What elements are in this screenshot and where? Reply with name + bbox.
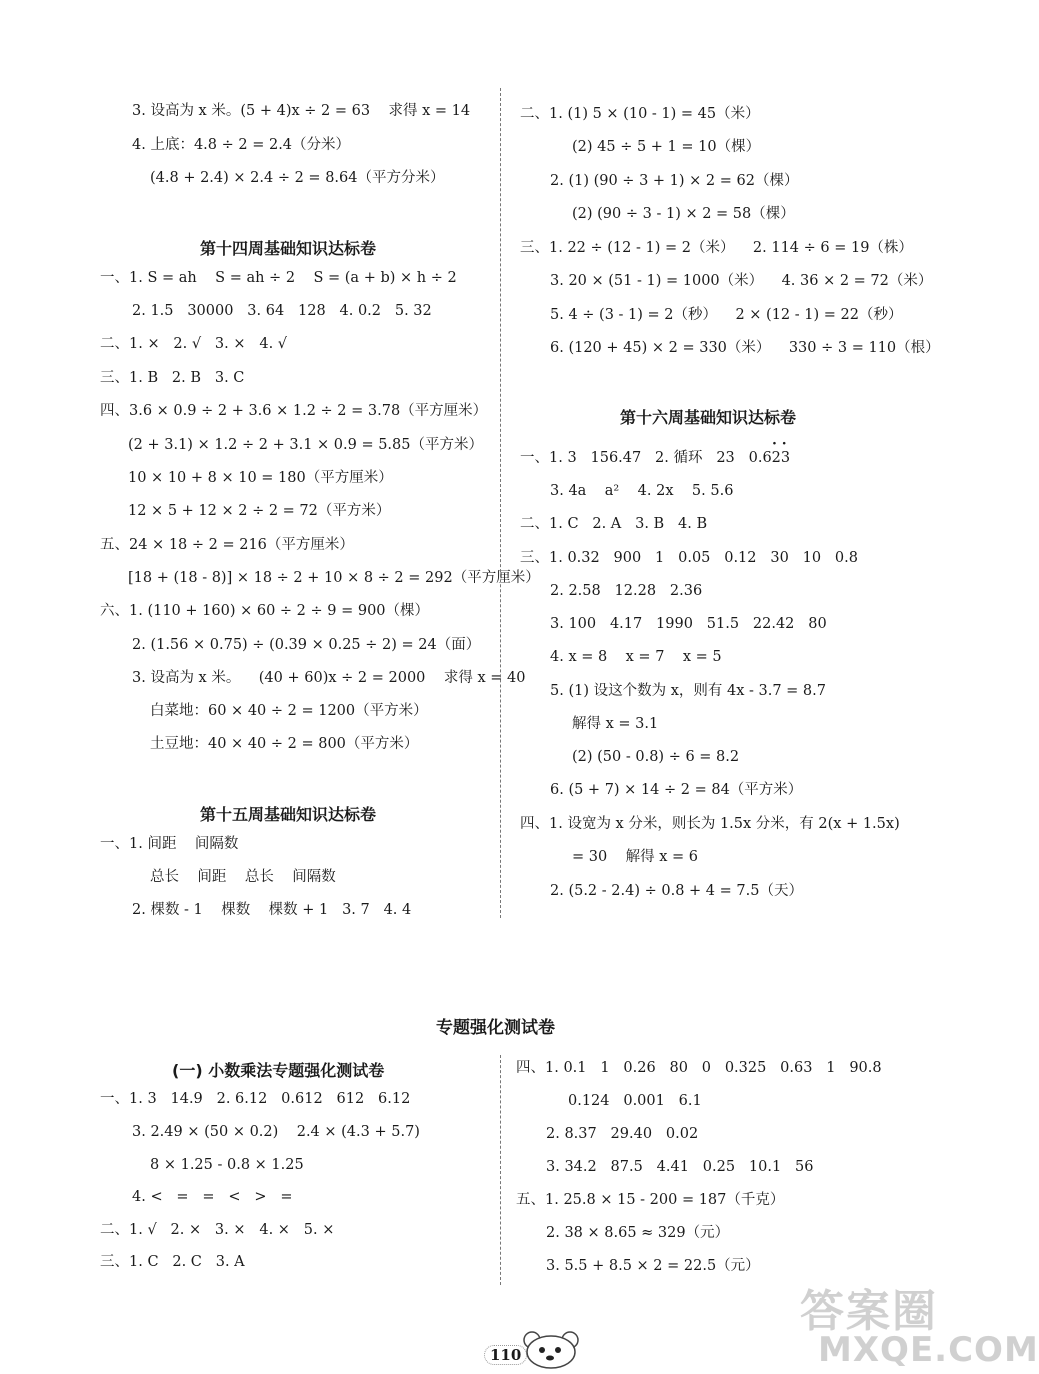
answer-line: 土豆地：40 × 40 ÷ 2 = 800（平方米） [150, 736, 419, 752]
answer-line: 二、1. × 2. √ 3. × 4. √ [100, 336, 288, 352]
bear-mascot-icon [518, 1330, 584, 1370]
answer-line: 10 × 10 + 8 × 10 = 180（平方厘米） [128, 470, 393, 486]
answer-line: 5. 4 ÷ (3 - 1) = 2（秒） 2 × (12 - 1) = 22（秒） [550, 307, 903, 323]
section-title-special1: (一) 小数乘法专题强化测试卷 [172, 1061, 385, 1080]
answer-line: 三、1. 0.32 900 1 0.05 0.12 30 10 0.8 [520, 550, 858, 566]
watermark-logo: 答案圈 [800, 1286, 938, 1337]
section-title-week14: 第十四周基础知识达标卷 [200, 239, 377, 258]
answer-line: 5. (1) 设这个数为 x，则有 4x - 3.7 = 8.7 [550, 683, 826, 699]
answer-line: 四、1. 0.1 1 0.26 80 0 0.325 0.63 1 90.8 [516, 1060, 882, 1076]
answer-line: 四、1. 设宽为 x 分米，则长为 1.5x 分米，有 2(x + 1.5x) [520, 816, 900, 832]
answer-line: 3. 5.5 + 8.5 × 2 = 22.5（元） [546, 1258, 760, 1274]
answer-line: 五、24 × 18 ÷ 2 = 216（平方厘米） [100, 537, 354, 553]
answer-line: 3. 20 × (51 - 1) = 1000（米） 4. 36 × 2 = 72（米） [550, 273, 933, 289]
answer-line: 三、1. B 2. B 3. C [100, 370, 245, 386]
answer-line: (2) 45 ÷ 5 + 1 = 10（棵） [572, 139, 761, 155]
answer-line: = 30 解得 x = 6 [572, 849, 699, 865]
answer-line: 五、1. 25.8 × 15 - 200 = 187（千克） [516, 1192, 785, 1208]
answer-line: 2. 1.5 30000 3. 64 128 4. 0.2 5. 32 [132, 303, 432, 319]
main-section-title: 专题强化测试卷 [436, 1018, 555, 1038]
answer-line: 4. < = = < > = [132, 1189, 293, 1205]
answer-line: 6. (5 + 7) × 14 ÷ 2 = 84（平方米） [550, 782, 803, 798]
answer-line: 3. 4a a² 4. 2x 5. 5.6 [550, 483, 734, 499]
answer-line: 一、1. 3 14.9 2. 6.12 0.612 612 6.12 [100, 1091, 411, 1107]
answer-line: 解得 x = 3.1 [572, 716, 659, 732]
answer-line: (2) (50 - 0.8) ÷ 6 = 8.2 [572, 749, 740, 765]
answer-line: 8 × 1.25 - 0.8 × 1.25 [150, 1157, 304, 1173]
answer-line: 3. 34.2 87.5 4.41 0.25 10.1 56 [546, 1159, 814, 1175]
answer-line: 2. 38 × 8.65 ≈ 329（元） [546, 1225, 730, 1241]
answer-line: 二、1. C 2. A 3. B 4. B [520, 516, 708, 532]
answer-line: [18 + (18 - 8)] × 18 ÷ 2 + 10 × 8 ÷ 2 = 292（平方厘米） [128, 570, 540, 586]
answer-line: 二、1. √ 2. × 3. × 4. × 5. × [100, 1222, 335, 1238]
answer-line: 六、1. (110 + 160) × 60 ÷ 2 ÷ 9 = 900（棵） [100, 603, 430, 619]
column-divider [500, 88, 501, 918]
answer-line: 4. x = 8 x = 7 x = 5 [550, 649, 722, 665]
answer-line: 三、1. C 2. C 3. A [100, 1254, 245, 1270]
answer-line: (2) (90 ÷ 3 - 1) × 2 = 58（棵） [572, 206, 795, 222]
answer-line: 一、1. 间距 间隔数 [100, 836, 239, 852]
answer-line: (4.8 + 2.4) × 2.4 ÷ 2 = 8.64（平方分米） [150, 170, 445, 186]
answer-line: 一、1. 3 156.47 2. 循环 23 0.623 [520, 450, 791, 466]
answer-line: 一、1. S = ah S = ah ÷ 2 S = (a + b) × h ÷ 2 [100, 270, 457, 286]
answer-line: 总长 间距 总长 间隔数 [150, 869, 336, 885]
answer-line: 四、3.6 × 0.9 ÷ 2 + 3.6 × 1.2 ÷ 2 = 3.78（平方厘米） [100, 403, 488, 419]
answer-line: 2. (1.56 × 0.75) ÷ (0.39 × 0.25 ÷ 2) = 24（面） [132, 637, 481, 653]
answer-line: 白菜地：60 × 40 ÷ 2 = 1200（平方米） [150, 703, 428, 719]
repeating-decimal-dots: · · [772, 436, 787, 452]
answer-line: 0.124 0.001 6.1 [568, 1093, 702, 1109]
answer-line: 2. 棵数 - 1 棵数 棵数 + 1 3. 7 4. 4 [132, 902, 412, 918]
section-title-week15: 第十五周基础知识达标卷 [200, 805, 377, 824]
answer-line: 2. (1) (90 ÷ 3 + 1) × 2 = 62（棵） [550, 173, 799, 189]
answer-line: 6. (120 + 45) × 2 = 330（米） 330 ÷ 3 = 110（根） [550, 340, 940, 356]
answer-line: 3. 设高为 x 米。 (40 + 60)x ÷ 2 = 2000 求得 x = 40 [132, 670, 526, 686]
answer-line: 二、1. (1) 5 × (10 - 1) = 45（米） [520, 106, 760, 122]
page-number: 110 [484, 1345, 527, 1365]
section-title-week16: 第十六周基础知识达标卷 [620, 408, 797, 427]
answer-line: 4. 上底：4.8 ÷ 2 = 2.4（分米） [132, 137, 351, 153]
watermark-url: MXQE.COM [818, 1330, 1039, 1370]
answer-line: 3. 设高为 x 米。(5 + 4)x ÷ 2 = 63 求得 x = 14 [132, 103, 471, 119]
answer-line: 3. 100 4.17 1990 51.5 22.42 80 [550, 616, 827, 632]
answer-line: 2. 2.58 12.28 2.36 [550, 583, 703, 599]
answer-line: 12 × 5 + 12 × 2 ÷ 2 = 72（平方米） [128, 503, 391, 519]
answer-line: 3. 2.49 × (50 × 0.2) 2.4 × (4.3 + 5.7) [132, 1124, 420, 1140]
answer-line: (2 + 3.1) × 1.2 ÷ 2 + 3.1 × 0.9 = 5.85（平方米） [128, 437, 483, 453]
column-divider [500, 1055, 501, 1285]
answer-line: 2. (5.2 - 2.4) ÷ 0.8 + 4 = 7.5（天） [550, 883, 803, 899]
answer-line: 2. 8.37 29.40 0.02 [546, 1126, 699, 1142]
answer-line: 三、1. 22 ÷ (12 - 1) = 2（米） 2. 114 ÷ 6 = 19（株） [520, 240, 913, 256]
